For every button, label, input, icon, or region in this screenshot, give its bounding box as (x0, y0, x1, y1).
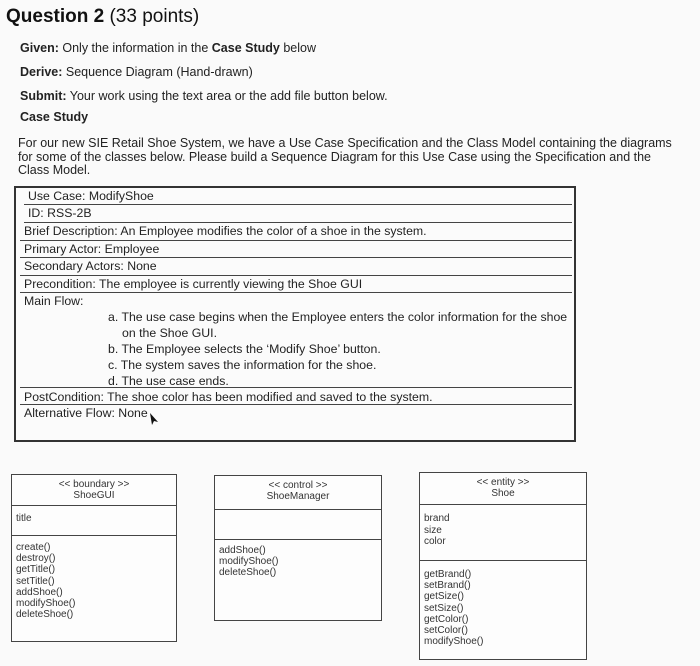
flow-step-b: b. The Employee selects the ‘Modify Shoe’ button. (108, 342, 381, 356)
divider (420, 560, 586, 561)
given-bold: Case Study (211, 41, 280, 55)
class-operation: create() (16, 542, 51, 553)
intro-paragraph: For our new SIE Retail Shoe System, we have a Use Case Specification and the Class Model containing the diagrams for some of the classes below. Please build a Sequence Diagram for this Use Case using the Specification and the Class Model. (18, 136, 672, 177)
case-study-heading: Case Study (20, 110, 89, 124)
class-name: Shoe (491, 488, 515, 499)
question-label: Question 2 (6, 6, 105, 27)
class-operation: modifyShoe() (16, 598, 76, 610)
class-shoe (419, 472, 587, 660)
flow-step-a: a. The use case begins when the Employee enters the color information for the shoe (108, 310, 568, 324)
class-operation: setBrand() (424, 580, 471, 592)
flow-step-a-cont: on the Shoe GUI. (122, 326, 218, 340)
class-operations (16, 542, 75, 620)
class-attribute: size (424, 524, 442, 536)
derive-text: Sequence Diagram (Hand-drawn) (62, 65, 253, 79)
given-key: Given: (20, 41, 59, 55)
class-name: ShoeManager (266, 491, 330, 502)
class-shoe-header (420, 473, 586, 499)
divider (215, 539, 381, 540)
flow-step-d: d. The use case ends. (108, 374, 229, 388)
uc-name: Use Case: ModifyShoe (24, 188, 572, 205)
divider (420, 504, 586, 505)
class-operation: deleteShoe() (219, 567, 277, 579)
uc-postcondition: PostCondition: The shoe color has been modified and saved to the system. (20, 389, 572, 405)
class-operation: destroy() (16, 553, 56, 565)
uc-precondition: Precondition: The employee is currently viewing the Shoe GUI (20, 276, 572, 293)
given-text: Only the information in the (58, 41, 212, 55)
class-operation: addShoe() (16, 586, 63, 598)
class-operation: setTitle() (16, 575, 55, 587)
submit-line (20, 89, 388, 103)
given-line (20, 41, 316, 55)
uc-brief: Brief Description: An Employee modifies the color of a shoe in the system. (20, 223, 572, 241)
class-attributes (424, 513, 450, 548)
class-attribute: brand (424, 513, 450, 524)
question-points: (33 points) (109, 6, 200, 27)
flow-step-c: c. The system saves the information for the shoe. (108, 358, 377, 372)
uc-secondary: Secondary Actors: None (20, 258, 572, 276)
class-shoemanager (214, 475, 382, 621)
class-shoegui-header (12, 475, 176, 501)
uc-alternative: Alternative Flow: None (24, 406, 148, 420)
class-name: ShoeGUI (73, 490, 115, 501)
class-stereotype: << entity >> (476, 477, 530, 488)
class-shoegui (11, 474, 177, 642)
class-operation: modifyShoe() (424, 636, 484, 648)
uc-flow-steps (108, 309, 567, 389)
class-operation: getTitle() (16, 564, 56, 576)
class-operation: getBrand() (424, 569, 472, 580)
uc-id: ID: RSS-2B (24, 205, 572, 223)
class-attribute: title (16, 513, 32, 524)
class-operation: modifyShoe() (219, 556, 279, 568)
class-operations (219, 545, 278, 579)
class-shoemanager-header (215, 476, 381, 502)
uc-main-flow-label: Main Flow: (24, 294, 84, 308)
class-attribute: color (424, 536, 446, 547)
derive-line (20, 65, 253, 79)
class-operation: setSize() (424, 602, 464, 614)
divider (12, 535, 176, 536)
question-title (6, 6, 199, 28)
submit-key: Submit: (20, 89, 67, 103)
class-operation: deleteShoe() (16, 609, 74, 621)
class-stereotype: << boundary >> (58, 479, 130, 490)
class-operation: getColor() (424, 613, 469, 625)
class-operations (424, 569, 483, 647)
class-operation: addShoe() (219, 545, 266, 556)
use-case-table (14, 186, 576, 442)
divider (215, 509, 381, 510)
submit-text: Your work using the text area or the add file button below. (66, 89, 388, 103)
class-operation: getSize() (424, 591, 465, 603)
class-stereotype: << control >> (268, 480, 328, 491)
uc-primary: Primary Actor: Employee (20, 241, 572, 258)
derive-key: Derive: (20, 65, 63, 79)
class-operation: setColor() (424, 625, 468, 637)
given-tail: below (279, 41, 316, 55)
divider (12, 505, 176, 506)
